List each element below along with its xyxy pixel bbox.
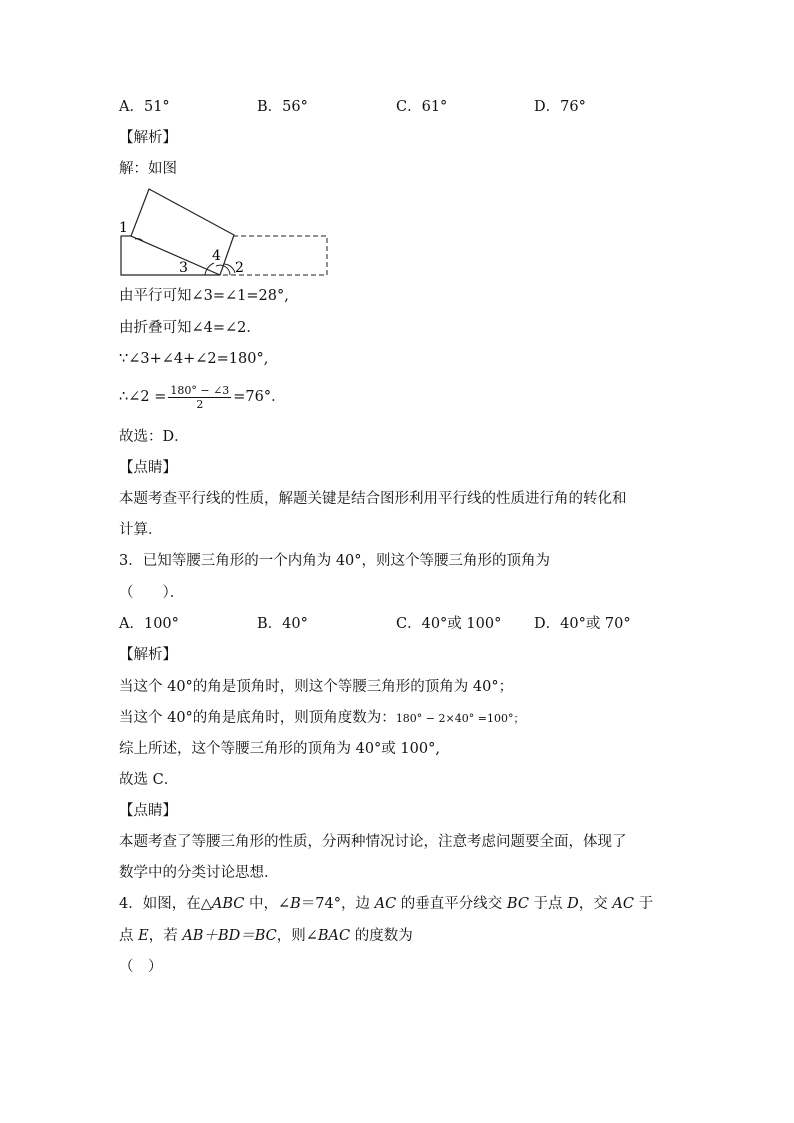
fraction-numerator: 180° − ∠3 [170,383,230,397]
q4-var-e: E [138,928,149,944]
q4-text: 4．如图，在△ [119,896,212,912]
q4-var-b: B [290,896,301,912]
q3-comment-heading: 【点睛】 [119,803,177,819]
q2-step-4-suffix: =76°． [233,389,286,405]
q4-text: ，交 [578,896,613,912]
q3-option-d: D．40°或 70° [534,616,631,632]
q3-comment-line-2: 数学中的分类讨论思想． [119,865,279,881]
figure-label-1: 1 [119,220,128,236]
q3-analysis-line-2-formula: 180° − 2×40° =100°； [395,712,525,725]
q2-answer: 故选：D． [119,429,189,445]
q4-text: 于 [634,896,654,912]
q4-text: 点 [119,928,139,944]
q4-var-bc: BC [506,896,529,912]
q2-step-4-fraction [168,384,231,411]
q2-options [119,97,679,117]
q4-stem-line-1 [119,894,653,914]
q4-text: 的度数为 [350,928,413,944]
q4-text: 的垂直平分线交 [396,896,507,912]
q4-text: ，则∠ [276,928,318,944]
q2-option-b: B．56° [257,99,308,115]
q4-text: 中，∠ [244,896,291,912]
q4-stem-line-2 [119,926,413,946]
q4-var-bac: BAC [317,928,351,944]
q4-text: 于点 [528,896,568,912]
q3-stem-line-2: （ ）． [119,585,185,601]
q3-analysis-line-2-text: 当这个 40°的角是底角时，则顶角度数为： [119,710,396,726]
q3-analysis-heading: 【解析】 [119,647,177,663]
q2-comment-line-1: 本题考查平行线的性质，解题关键是结合图形利用平行线的性质进行角的转化和 [119,491,627,507]
q3-analysis-line-1: 当这个 40°的角是顶角时，则这个等腰三角形的顶角为 40°； [119,679,514,695]
q2-step-2: 由折叠可知∠4=∠2． [119,320,261,336]
q4-var-d: D [567,896,579,912]
q3-option-b: B．40° [257,616,308,632]
q4-var-abc: ABC [211,896,245,912]
figure-label-3: 3 [179,260,188,276]
q2-step-3: ∵∠3+∠4+∠2=180°, [119,351,269,367]
q2-step-4-prefix: ∴∠2 = [119,389,167,405]
q2-option-a: A．51° [119,99,170,115]
q3-answer: 故选 C． [119,772,179,788]
figure-label-2: 2 [235,260,244,276]
q2-step-1: 由平行可知∠3=∠1=28°, [119,288,289,304]
q4-text: ＝74°，边 [300,896,375,912]
q2-option-c: C．61° [396,99,448,115]
q2-step-4 [119,382,286,412]
q2-comment-heading: 【点睛】 [119,460,177,476]
q2-fold-figure [117,184,333,280]
q2-option-d: D．76° [534,99,586,115]
q2-comment-line-2: 计算． [119,522,163,538]
q4-var-ac: AC [374,896,397,912]
q4-stem-line-3: （ ） [119,959,163,975]
q4-condition: AB＋BD＝BC [182,928,277,944]
q3-analysis-line-3: 综上所述，这个等腰三角形的顶角为 40°或 100°, [119,741,440,757]
q3-option-c: C．40°或 100° [396,616,502,632]
q3-stem-line-1: 3．已知等腰三角形的一个内角为 40°，则这个等腰三角形的顶角为 [119,553,551,569]
q4-var-ac: AC [612,896,634,912]
figure-label-4: 4 [212,248,221,264]
fraction-denominator: 2 [196,397,204,411]
q2-analysis-heading: 【解析】 [119,130,177,146]
q3-analysis-line-2 [119,708,524,729]
q3-options [119,614,679,634]
q3-comment-line-1: 本题考查了等腰三角形的性质，分两种情况讨论，注意考虑问题要全面，体现了 [119,834,627,850]
q2-solution-intro: 解：如图 [119,161,177,177]
q3-option-a: A．100° [119,616,179,632]
q4-text: ，若 [148,928,183,944]
